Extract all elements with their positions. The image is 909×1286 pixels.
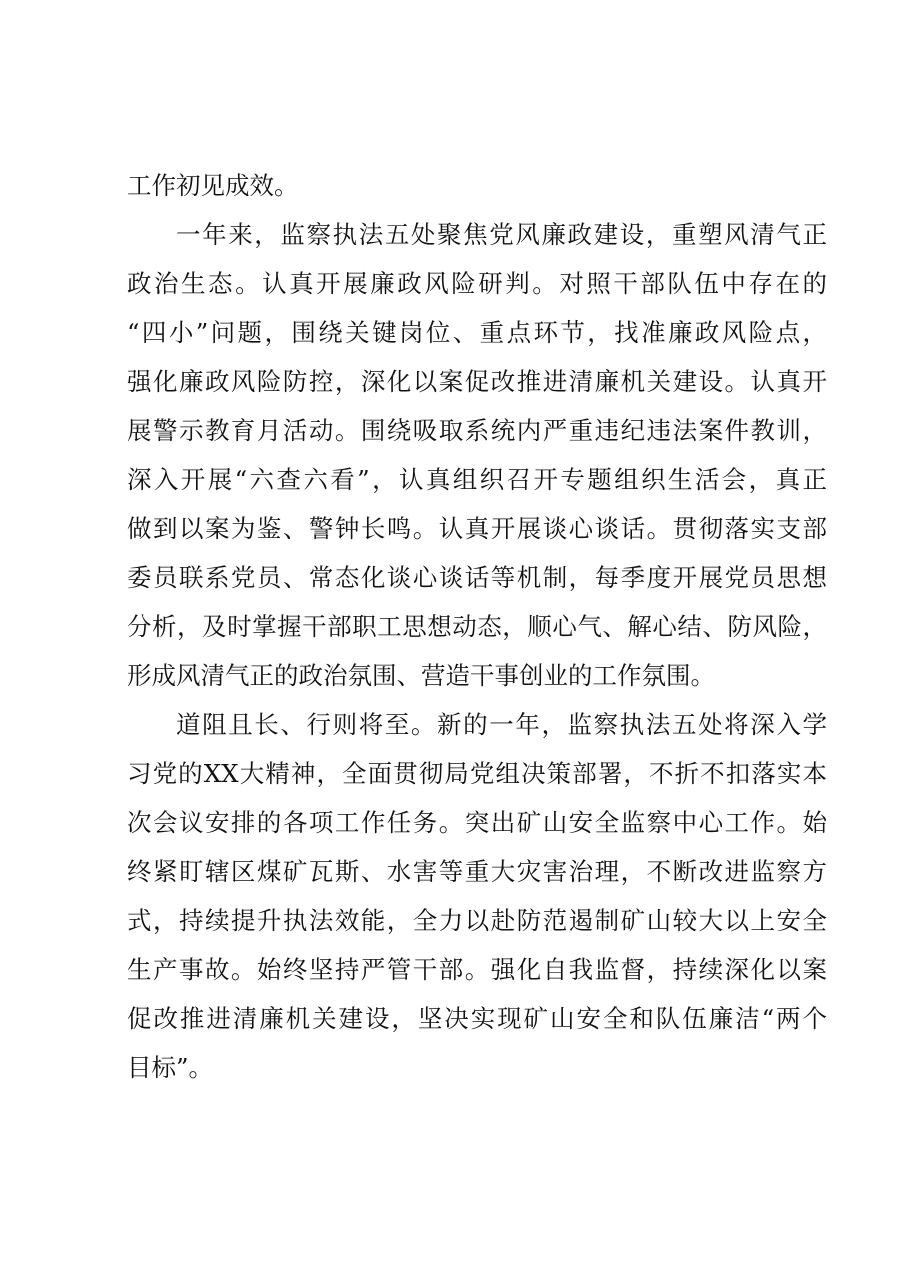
paragraph-line: 强化廉政风险防控，深化以案促改推进清廉机关建设。认真开: [127, 367, 827, 396]
paragraph-line: 政治生态。认真开展廉政风险研判。对照干部队伍中存在的: [127, 269, 827, 298]
paragraph-line: 深入开展“六查六看”，认真组织召开专题组织生活会，真正: [127, 465, 827, 494]
paragraph-line: 工作初见成效。: [127, 171, 299, 200]
paragraph-line: 终紧盯辖区煤矿瓦斯、水害等重大灾害治理，不断改进监察方: [127, 857, 827, 886]
paragraph-line: 次会议安排的各项工作任务。突出矿山安全监察中心工作。始: [127, 808, 827, 837]
paragraph-line: 展警示教育月活动。围绕吸取系统内严重违纪违法案件教训，: [127, 416, 827, 445]
document-body: [127, 161, 827, 1092]
paragraph-line: 道阻且长、行则将至。新的一年，监察执法五处将深入学: [176, 710, 827, 739]
paragraph-line: 生产事故。始终坚持严管干部。强化自我监督，持续深化以案: [127, 955, 827, 984]
paragraph-line: 习党的XX大精神，全面贯彻局党组决策部署，不折不扣落实本: [127, 759, 827, 788]
paragraph-line: 促改推进清廉机关建设，坚决实现矿山安全和队伍廉洁“两个: [127, 1004, 827, 1033]
paragraph-line: 委员联系党员、常态化谈心谈话等机制，每季度开展党员思想: [127, 563, 827, 592]
paragraph-line: “四小”问题，围绕关键岗位、重点环节，找准廉政风险点，: [127, 318, 827, 347]
paragraph-line: 形成风清气正的政治氛围、营造干事创业的工作氛围。: [127, 661, 715, 690]
paragraph-line: 式，持续提升执法效能，全力以赴防范遏制矿山较大以上安全: [127, 906, 827, 935]
paragraph-line: 一年来，监察执法五处聚焦党风廉政建设，重塑风清气正: [176, 220, 827, 249]
paragraph-line: 做到以案为鉴、警钟长鸣。认真开展谈心谈话。贯彻落实支部: [127, 514, 827, 543]
paragraph-line: 目标”。: [127, 1053, 214, 1082]
paragraph-line: 分析，及时掌握干部职工思想动态，顺心气、解心结、防风险，: [127, 612, 827, 641]
